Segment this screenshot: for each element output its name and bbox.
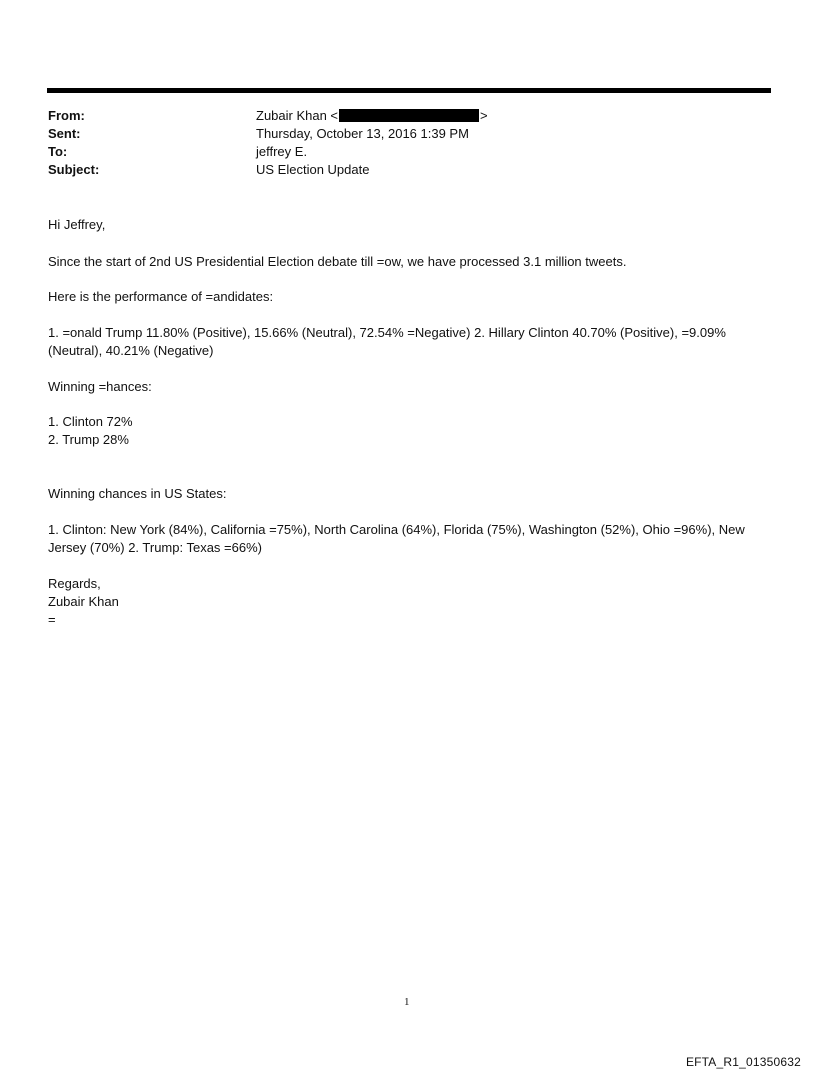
trailing-character: = xyxy=(48,612,56,627)
paragraph-states-line2: Jersey (70%) 2. Trump: Texas =66%) xyxy=(48,540,262,555)
paragraph-states-intro: Winning chances in US States: xyxy=(48,486,227,501)
to-value: jeffrey E. xyxy=(256,144,308,159)
header-divider xyxy=(47,88,771,93)
closing: Regards, xyxy=(48,576,101,591)
from-label: From: xyxy=(48,108,85,123)
document-id: EFTA_R1_01350632 xyxy=(685,1055,801,1069)
paragraph-winning-chances: Winning =hances: xyxy=(48,379,152,394)
greeting: Hi Jeffrey, xyxy=(48,217,106,232)
redaction-box xyxy=(339,109,479,122)
paragraph-performance-line1: 1. =onald Trump 11.80% (Positive), 15.66% (Neutral), 72.54% =Negative) 2. Hillary Clinton 40.70% (Positive), =9.09% xyxy=(48,325,726,340)
paragraph-performance-intro: Here is the performance of =andidates: xyxy=(48,289,274,304)
list-item: 2. Trump 28% xyxy=(48,432,129,447)
sender-name: Zubair Khan < xyxy=(256,108,339,123)
page-number: 1 xyxy=(404,996,410,1008)
list-item: 1. Clinton 72% xyxy=(48,414,133,429)
signature: Zubair Khan xyxy=(48,594,119,609)
paragraph-tweets: Since the start of 2nd US Presidential Election debate till =ow, we have processed 3.1 million tweets. xyxy=(48,254,627,269)
from-value xyxy=(256,108,488,123)
sent-label: Sent: xyxy=(48,126,81,141)
sender-close-bracket: > xyxy=(480,108,488,123)
paragraph-performance-line2: (Neutral), 40.21% (Negative) xyxy=(48,343,214,358)
sent-value: Thursday, October 13, 2016 1:39 PM xyxy=(256,126,469,141)
paragraph-states-line1: 1. Clinton: New York (84%), California =75%), North Carolina (64%), Florida (75%), Washington (52%), Ohio =96%), New xyxy=(48,522,745,537)
subject-value: US Election Update xyxy=(256,162,370,177)
subject-label: Subject: xyxy=(48,162,100,177)
to-label: To: xyxy=(48,144,68,159)
